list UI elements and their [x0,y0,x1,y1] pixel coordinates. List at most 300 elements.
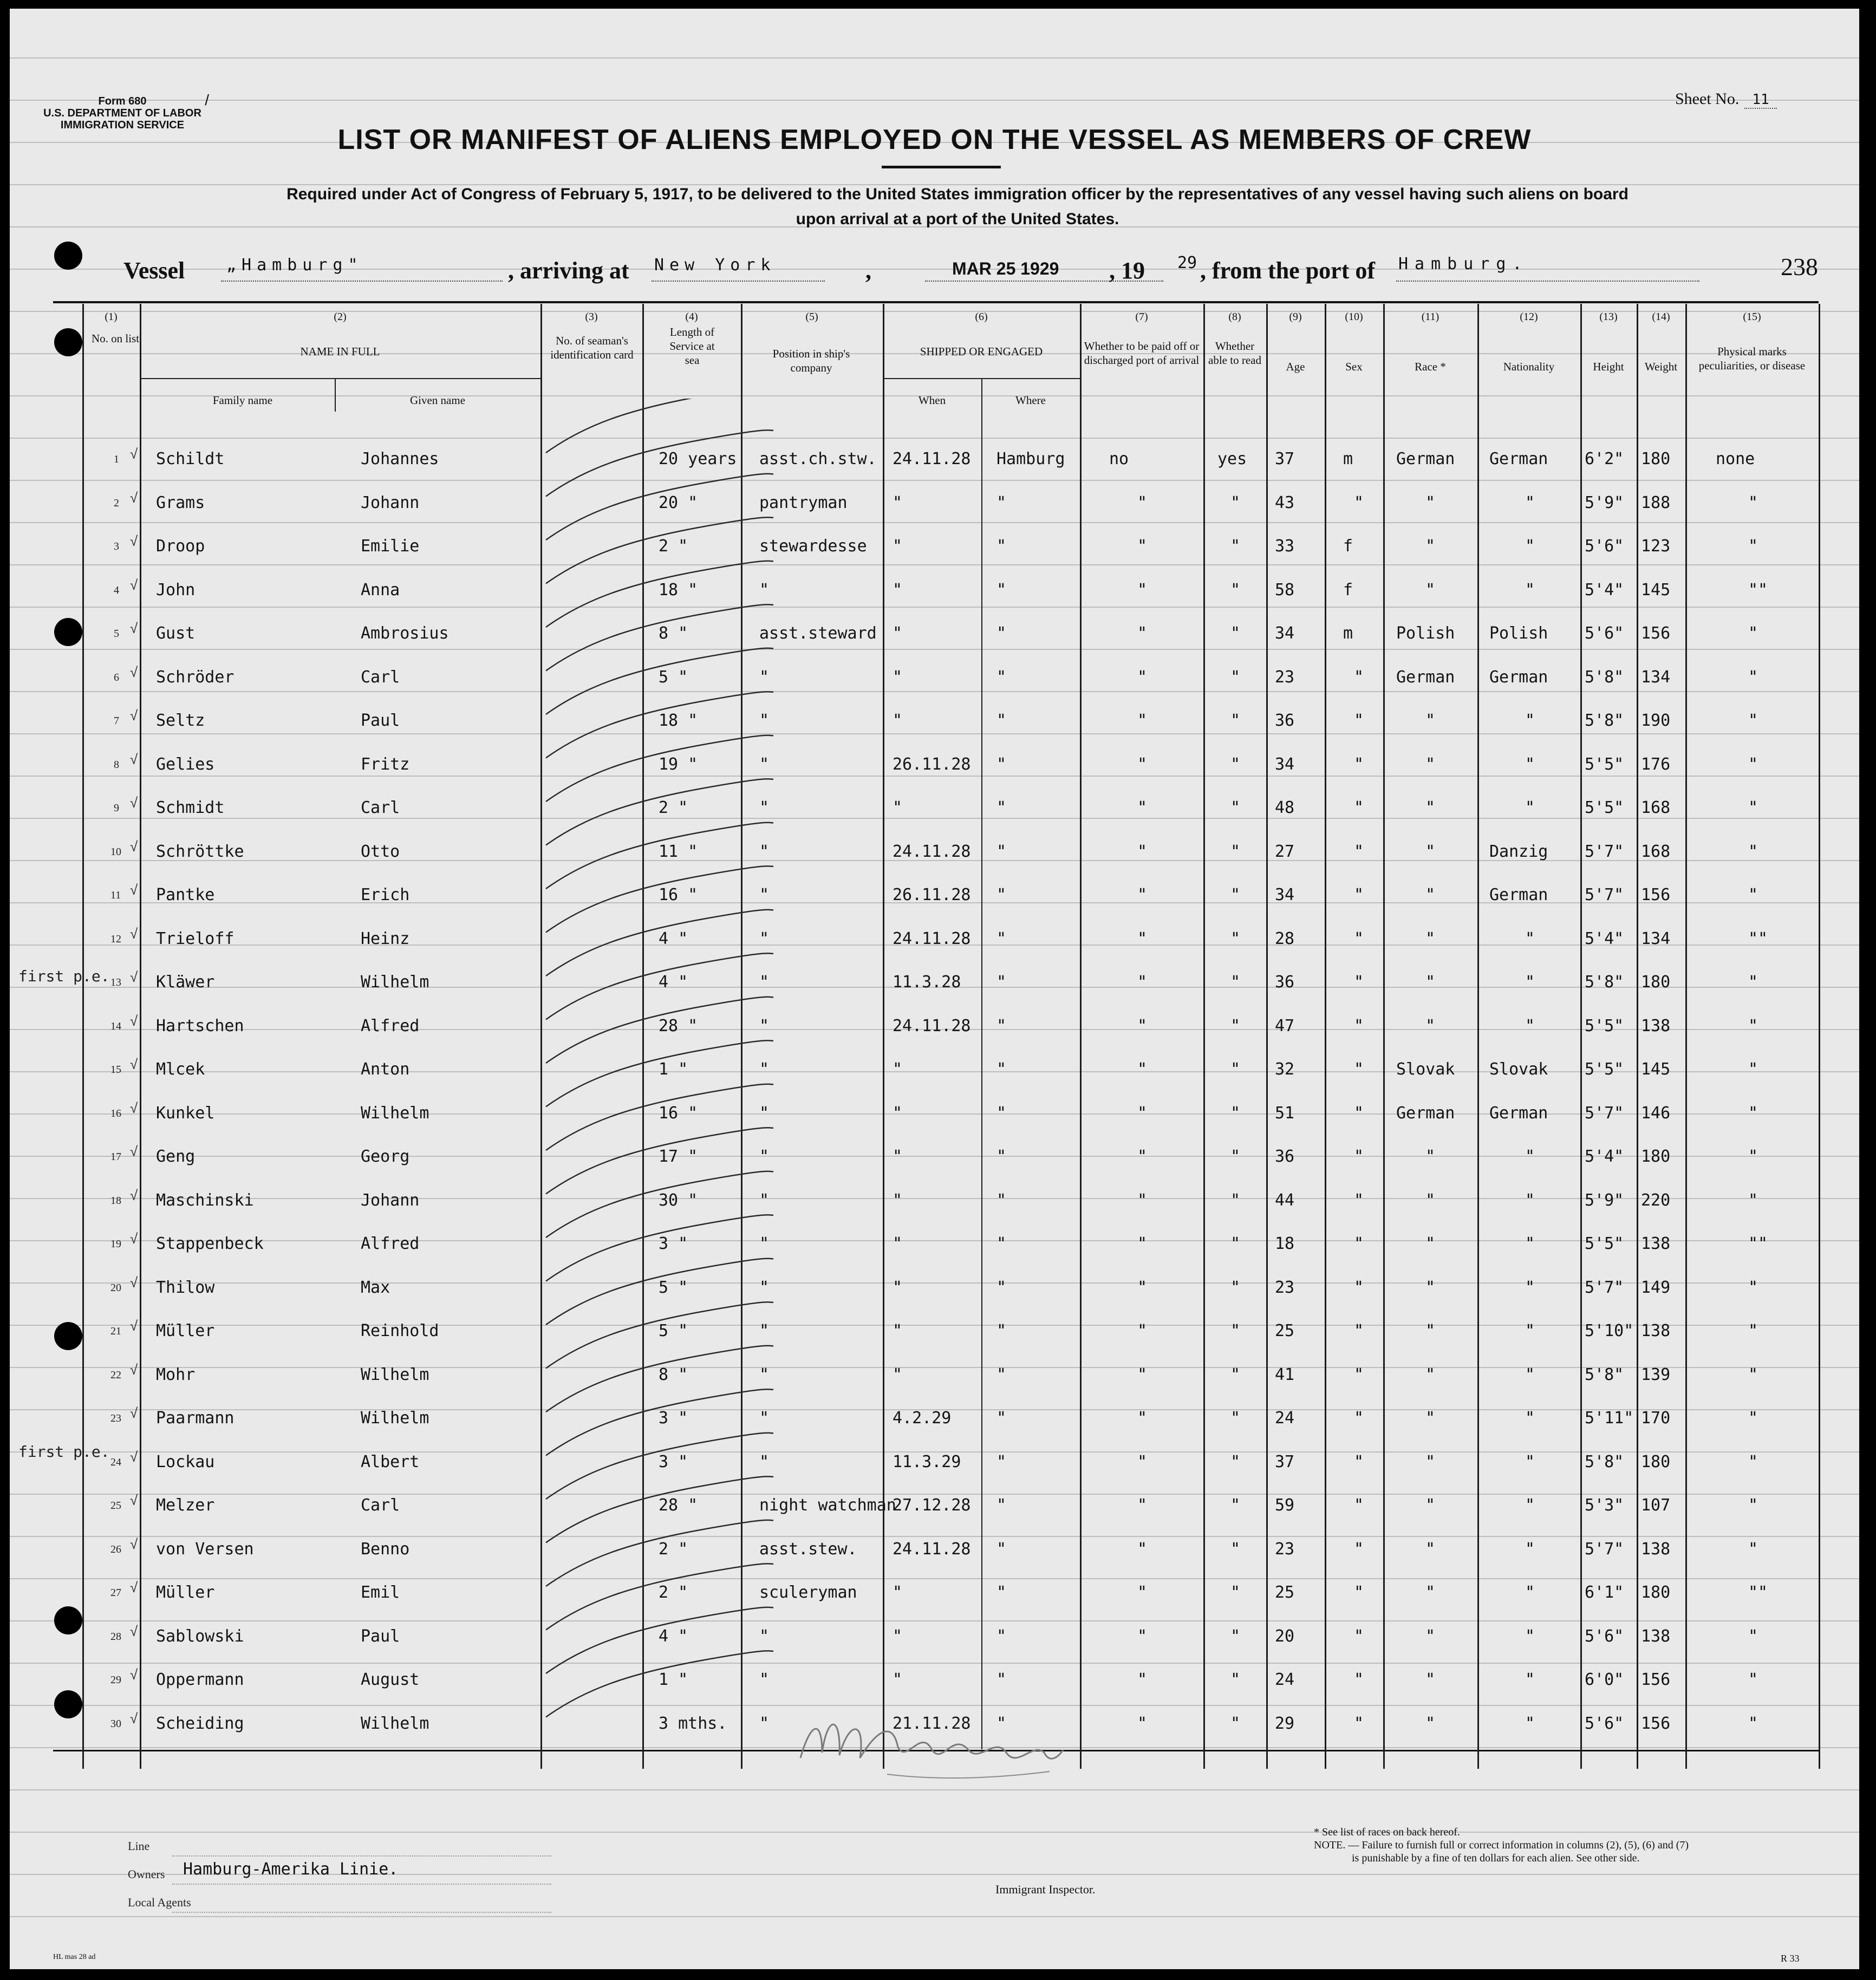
cell-marks: "" [1748,929,1768,948]
cell-weight: 180 [1641,973,1671,992]
cell-when: 26.11.28 [893,754,971,774]
cell-where: " [996,1147,1007,1166]
cell-sex: " [1354,1278,1364,1297]
cell-service: 8 " [659,624,688,643]
cell-height: 5'4" [1585,929,1624,948]
cell-paid: " [1137,1670,1148,1689]
cell-when: " [893,1583,903,1602]
check-mark-icon: √ [130,882,138,898]
cell-sex: " [1354,1670,1364,1689]
cell-position: asst.steward [759,624,877,643]
cell-given: Johannes [361,450,439,468]
cell-read: " [1230,842,1241,861]
cell-weight: 170 [1641,1409,1671,1428]
cell-age: 36 [1275,1147,1295,1166]
cell-age: 32 [1275,1060,1295,1079]
cell-position: pantryman [759,493,848,512]
cell-read: " [1230,1452,1241,1471]
column-rule [140,304,141,1769]
cell-family: Stappenbeck [156,1234,264,1253]
cell-where: " [996,754,1007,774]
cell-height: 5'8" [1585,1365,1624,1384]
column-rule [1580,304,1582,1769]
cell-nationality: " [1525,537,1535,556]
sheet-label: Sheet No. [1675,90,1740,108]
year-suffix: 29 [1177,253,1197,272]
row-number: 9 [114,802,119,814]
cell-sex: " [1354,1190,1364,1210]
corner-code: R 33 [1781,1953,1800,1964]
cell-race: " [1425,1190,1436,1210]
cell-when: 24.11.28 [893,1016,971,1035]
cell-sex: " [1354,1583,1364,1602]
title-divider [882,166,1001,168]
cell-height: 5'8" [1585,1452,1624,1471]
check-mark-icon: √ [130,1579,138,1595]
cell-age: 34 [1275,885,1295,904]
cell-weight: 138 [1641,1626,1671,1646]
cell-read: " [1230,537,1241,556]
cell-sex: " [1354,929,1364,948]
cell-sex: " [1354,1060,1364,1079]
cell-when: 24.11.28 [893,1539,971,1559]
cell-family: Droop [156,537,205,556]
cell-marks: " [1748,1539,1758,1559]
cell-paid: " [1137,885,1148,904]
cell-position: sculeryman [759,1583,857,1602]
col5-number: (5) [805,311,818,323]
row-number: 25 [110,1500,121,1512]
cell-read: " [1230,1626,1241,1646]
cell-nationality: German [1489,885,1548,904]
cell-race: " [1425,1583,1436,1602]
cell-family: Kläwer [156,973,215,992]
cell-sex: " [1354,1234,1364,1253]
cell-when: " [893,1190,903,1210]
check-mark-icon: √ [130,1187,138,1203]
cell-where: " [996,1234,1007,1253]
col9-label: Age [1286,360,1305,373]
cell-paid: " [1137,1714,1148,1733]
cell-age: 34 [1275,624,1295,643]
cell-family: John [156,580,196,600]
row-number: 24 [110,1456,121,1468]
cell-service: 28 " [659,1496,698,1515]
binder-hole [54,328,82,356]
row-number: 16 [110,1107,121,1119]
cell-marks: " [1748,1278,1758,1297]
row-number: 10 [110,845,121,858]
cell-read: " [1230,1365,1241,1384]
ruled-line [10,1916,1859,1917]
cell-race: " [1425,493,1436,512]
margin-note: first p.e. [18,1443,110,1461]
cell-nationality: " [1525,580,1535,600]
cell-race: " [1425,1016,1436,1035]
cell-race: German [1396,450,1455,468]
cell-marks: "" [1748,580,1768,600]
cell-height: 5'4" [1585,1147,1624,1166]
cell-nationality: " [1525,1626,1535,1646]
cell-read: " [1230,580,1241,600]
check-mark-icon: √ [130,1535,138,1552]
cell-weight: 156 [1641,1714,1671,1733]
column-rule [1080,304,1082,1769]
cell-family: Mohr [156,1365,196,1384]
column-rule [82,304,84,1769]
cell-marks: " [1748,1190,1758,1210]
pencil-stroke [546,399,773,453]
cell-when: " [893,1626,903,1646]
cell-race: " [1425,754,1436,774]
cell-marks: " [1748,1016,1758,1035]
cell-age: 23 [1275,667,1295,687]
cell-position: " [759,1714,770,1733]
cell-read: " [1230,973,1241,992]
cell-weight: 180 [1641,450,1671,468]
cell-service: 3 " [659,1234,688,1253]
cell-position: asst.stew. [759,1539,857,1559]
cell-given: Emilie [361,537,420,556]
cell-weight: 180 [1641,1452,1671,1471]
dotted-rule [172,1884,551,1885]
cell-age: 25 [1275,1583,1295,1602]
cell-position: " [759,973,770,992]
cell-race: " [1425,1452,1436,1471]
cell-sex: " [1354,1409,1364,1428]
cell-family: Geng [156,1147,196,1166]
cell-service: 19 " [659,754,698,774]
cell-nationality: Slovak [1489,1060,1548,1079]
col12-label: Nationality [1503,360,1555,373]
cell-weight: 220 [1641,1190,1671,1210]
cell-where: " [996,1190,1007,1210]
dotted-rule [172,1912,551,1913]
cell-marks: " [1748,1496,1758,1515]
check-mark-icon: √ [130,620,138,636]
cell-sex: " [1354,1365,1364,1384]
cell-family: Oppermann [156,1670,244,1689]
cell-height: 5'8" [1585,973,1624,992]
column-rule [883,304,884,1769]
cell-sex: " [1354,1539,1364,1559]
cell-sex: " [1354,711,1364,730]
cell-marks: " [1748,1103,1758,1123]
cell-position: " [759,754,770,774]
cell-race: " [1425,798,1436,817]
cell-nationality: " [1525,1365,1535,1384]
cell-nationality: " [1525,1234,1535,1253]
cell-marks: " [1748,1452,1758,1471]
cell-sex: " [1354,1147,1364,1166]
cell-service: 20 " [659,493,698,512]
vessel-label: Vessel [123,257,185,284]
cell-read: " [1230,624,1241,643]
given-name-header: Given name [409,394,466,407]
cell-service: 5 " [659,1321,688,1340]
cell-position: " [759,798,770,817]
cell-position: " [759,842,770,861]
cell-when: " [893,1103,903,1123]
arrival-port: New York [654,256,776,275]
cell-nationality: " [1525,1539,1535,1559]
cell-height: 5'8" [1585,711,1624,730]
cell-paid: " [1137,1190,1148,1210]
cell-race: " [1425,1321,1436,1340]
check-mark-icon: √ [130,1012,138,1029]
footnote [1314,1826,1689,1865]
col7-number: (7) [1135,311,1148,323]
line-label: Line [128,1839,150,1853]
cell-weight: 107 [1641,1496,1671,1515]
cell-height: 5'5" [1585,798,1624,817]
cell-when: 26.11.28 [893,885,971,904]
page-number: 238 [1781,253,1818,281]
cell-paid: " [1137,493,1148,512]
cell-service: 2 " [659,537,688,556]
cell-sex: " [1354,1496,1364,1515]
col2-number: (2) [334,311,347,323]
cell-nationality: " [1525,1452,1535,1471]
cell-family: Gelies [156,754,215,774]
cell-weight: 139 [1641,1365,1671,1384]
check-mark-icon: √ [130,1710,138,1727]
check-mark-icon: √ [130,1056,138,1072]
cell-paid: " [1137,1539,1148,1559]
col14-label: Weight [1644,360,1678,373]
cell-nationality: " [1525,973,1535,992]
cell-marks: " [1748,1670,1758,1689]
cell-given: Alfred [361,1016,420,1035]
cell-given: Wilhelm [361,1714,429,1733]
cell-given: Paul [361,1626,400,1646]
cell-service: 1 " [659,1670,688,1689]
cell-given: Paul [361,711,400,730]
cell-age: 33 [1275,537,1295,556]
row-number: 23 [110,1412,121,1424]
column-rule [1203,304,1205,1769]
cell-position: stewardesse [759,537,867,556]
cell-where: " [996,580,1007,600]
footnote-races: * See list of races on back hereof. [1314,1826,1460,1838]
row-number: 29 [110,1674,121,1686]
cell-race: German [1396,1103,1455,1123]
cell-height: 5'5" [1585,754,1624,774]
sheet-value: 11 [1744,92,1776,109]
cell-position: " [759,1060,770,1079]
cell-family: Schröder [156,667,234,687]
cell-height: 6'1" [1585,1583,1624,1602]
cell-position: " [759,1147,770,1166]
cell-weight: 145 [1641,1060,1671,1079]
cell-given: Reinhold [361,1321,439,1340]
check-mark-icon: √ [130,1492,138,1508]
cell-marks: " [1748,973,1758,992]
cell-nationality: " [1525,798,1535,817]
cell-marks: " [1748,1626,1758,1646]
cell-when: " [893,1234,903,1253]
cell-race: " [1425,1714,1436,1733]
col13-label: Height [1593,360,1624,373]
cell-nationality: " [1525,1321,1535,1340]
check-mark-icon: √ [130,1143,138,1160]
cell-paid: " [1137,973,1148,992]
cell-race: " [1425,537,1436,556]
cell-family: Schröttke [156,842,244,861]
cell-read: " [1230,1278,1241,1297]
cell-family: Scheiding [156,1714,244,1733]
cell-service: 2 " [659,798,688,817]
cell-service: 16 " [659,1103,698,1123]
dotted-rule [652,281,825,282]
cell-read: " [1230,1321,1241,1340]
cell-weight: 180 [1641,1147,1671,1166]
cell-race: " [1425,1496,1436,1515]
cell-read: " [1230,1190,1241,1210]
col2-label: NAME IN FULL [300,345,380,358]
cell-where: " [996,667,1007,687]
cell-when: " [893,711,903,730]
cell-height: 5'7" [1585,1103,1624,1123]
check-mark-icon: √ [130,489,138,506]
cell-height: 5'10" [1585,1321,1634,1340]
cell-service: 2 " [659,1583,688,1602]
cell-marks: " [1748,624,1758,643]
cell-sex: " [1354,493,1364,512]
cell-family: Müller [156,1583,215,1602]
cell-nationality: " [1525,1147,1535,1166]
cell-when: " [893,798,903,817]
cell-position: " [759,580,770,600]
cell-height: 5'6" [1585,624,1624,643]
check-mark-icon: √ [130,1666,138,1683]
cell-marks: " [1748,1365,1758,1384]
cell-read: " [1230,929,1241,948]
cell-nationality: " [1525,754,1535,774]
check-mark-icon: √ [130,1099,138,1116]
cell-weight: 138 [1641,1321,1671,1340]
cell-position: " [759,1670,770,1689]
cell-read: " [1230,1583,1241,1602]
cell-paid: " [1137,1321,1148,1340]
cell-marks: " [1748,1321,1758,1340]
name-subhead-rule [140,378,540,379]
cell-height: 5'3" [1585,1496,1624,1515]
cell-race: " [1425,580,1436,600]
subtitle-line-2: upon arrival at a port of the United States. [796,210,1119,228]
row-number: 26 [110,1543,121,1555]
cell-weight: 145 [1641,580,1671,600]
cell-paid: no [1109,450,1129,468]
column-rule [1383,304,1385,1769]
cell-position: " [759,1103,770,1123]
cell-age: 36 [1275,711,1295,730]
col9-number: (9) [1289,311,1302,323]
cell-nationality: " [1525,1496,1535,1515]
cell-marks: " [1748,885,1758,904]
cell-marks: " [1748,798,1758,817]
cell-sex: f [1343,537,1353,556]
check-mark-icon: √ [130,1230,138,1247]
cell-where: " [996,493,1007,512]
cell-read: " [1230,1016,1241,1035]
cell-paid: " [1137,667,1148,687]
cell-sex: " [1354,754,1364,774]
cell-age: 27 [1275,842,1295,861]
cell-position: " [759,1365,770,1384]
cell-height: 5'8" [1585,667,1624,687]
cell-given: Benno [361,1539,410,1559]
cell-read: " [1230,1147,1241,1166]
row-number: 22 [110,1369,121,1381]
cell-service: 4 " [659,929,688,948]
col8-number: (8) [1228,311,1241,323]
row-number: 13 [110,976,121,988]
row-number: 5 [114,628,119,640]
cell-marks: " [1748,667,1758,687]
cell-when: 11.3.28 [893,973,961,992]
cell-when: 24.11.28 [893,450,971,468]
cell-position: " [759,1190,770,1210]
cell-height: 5'6" [1585,1714,1624,1733]
cell-given: Carl [361,667,400,687]
cell-service: 30 " [659,1190,698,1210]
cell-read: " [1230,1060,1241,1079]
cell-race: " [1425,842,1436,861]
cell-service: 3 mths. [659,1714,727,1733]
row-number: 15 [110,1064,121,1076]
cell-read: " [1230,711,1241,730]
cell-paid: " [1137,1409,1148,1428]
cell-sex: " [1354,1452,1364,1471]
cell-race: " [1425,1626,1436,1646]
cell-nationality: " [1525,711,1535,730]
cell-nationality: Danzig [1489,842,1548,861]
cell-read: " [1230,1234,1241,1253]
col14-number: (14) [1652,311,1670,323]
cell-weight: 134 [1641,667,1671,687]
cell-service: 8 " [659,1365,688,1384]
cell-position: " [759,1016,770,1035]
page-title: LIST OR MANIFEST OF ALIENS EMPLOYED ON THE VESSEL AS MEMBERS OF CREW [337,124,1532,155]
column-rule [1685,304,1687,1769]
cell-height: 5'11" [1585,1409,1634,1428]
owners-value: Hamburg-Amerika Linie. [183,1860,399,1879]
cell-paid: " [1137,1060,1148,1079]
col4-number: (4) [685,311,698,323]
cell-race: " [1425,1234,1436,1253]
check-mark-icon: √ [130,446,138,462]
cell-height: 5'7" [1585,885,1624,904]
cell-position: " [759,1409,770,1428]
cell-service: 20 years [659,450,737,468]
cell-where: " [996,798,1007,817]
ruled-line [10,1789,1859,1790]
cell-sex: " [1354,973,1364,992]
cell-read: " [1230,667,1241,687]
cell-family: Mlcek [156,1060,205,1079]
cell-family: Gust [156,624,196,643]
cell-nationality: " [1525,1409,1535,1428]
cell-marks: "" [1748,1583,1768,1602]
cell-sex: " [1354,798,1364,817]
row-number: 2 [114,497,119,509]
cell-when: " [893,1365,903,1384]
cell-sex: f [1343,580,1353,600]
column-rule [1266,304,1268,1769]
handwritten-mark: / [205,92,209,108]
cell-race: " [1425,1409,1436,1428]
